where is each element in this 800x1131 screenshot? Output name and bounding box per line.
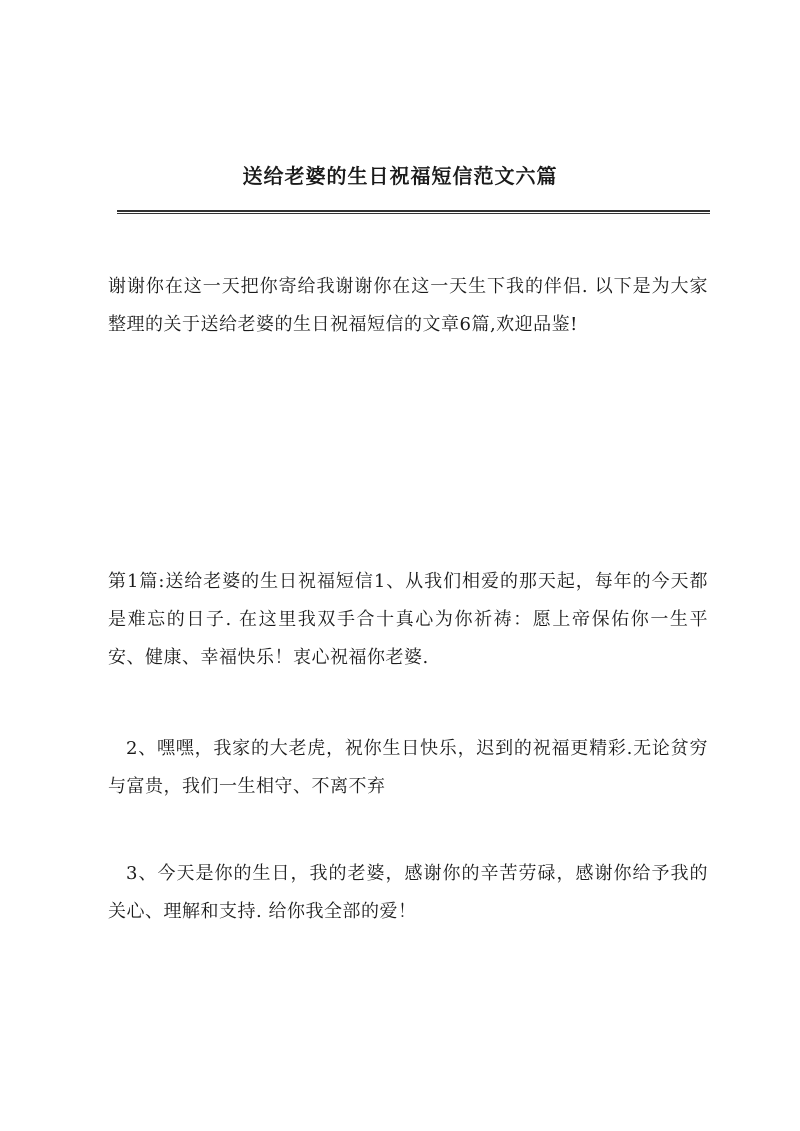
- title-divider: [117, 210, 710, 214]
- intro-paragraph: 谢谢你在这一天把你寄给我谢谢你在这一天生下我的伴侣. 以下是为大家整理的关于送给老婆的生日祝福短信的文章6篇,欢迎品鉴!: [108, 276, 708, 335]
- section-1-paragraph: 第1篇:送给老婆的生日祝福短信1、从我们相爱的那天起，每年的今天都是难忘的日子. 在这里我双手合十真心为你祈祷：愿上帝保佑你一生平安、健康、幸福快乐！衷心祝福你老婆.: [108, 571, 708, 668]
- page-title: 送给老婆的生日祝福短信范文六篇: [242, 164, 558, 188]
- section-3-paragraph: 3、今天是你的生日，我的老婆，感谢你的辛苦劳碌，感谢你给予我的关心、理解和支持. 给你我全部的爱！: [108, 863, 708, 922]
- section-2-paragraph: 2、嘿嘿，我家的大老虎，祝你生日快乐，迟到的祝福更精彩.无论贫穷与富贵，我们一生相守、不离不弃: [108, 738, 708, 797]
